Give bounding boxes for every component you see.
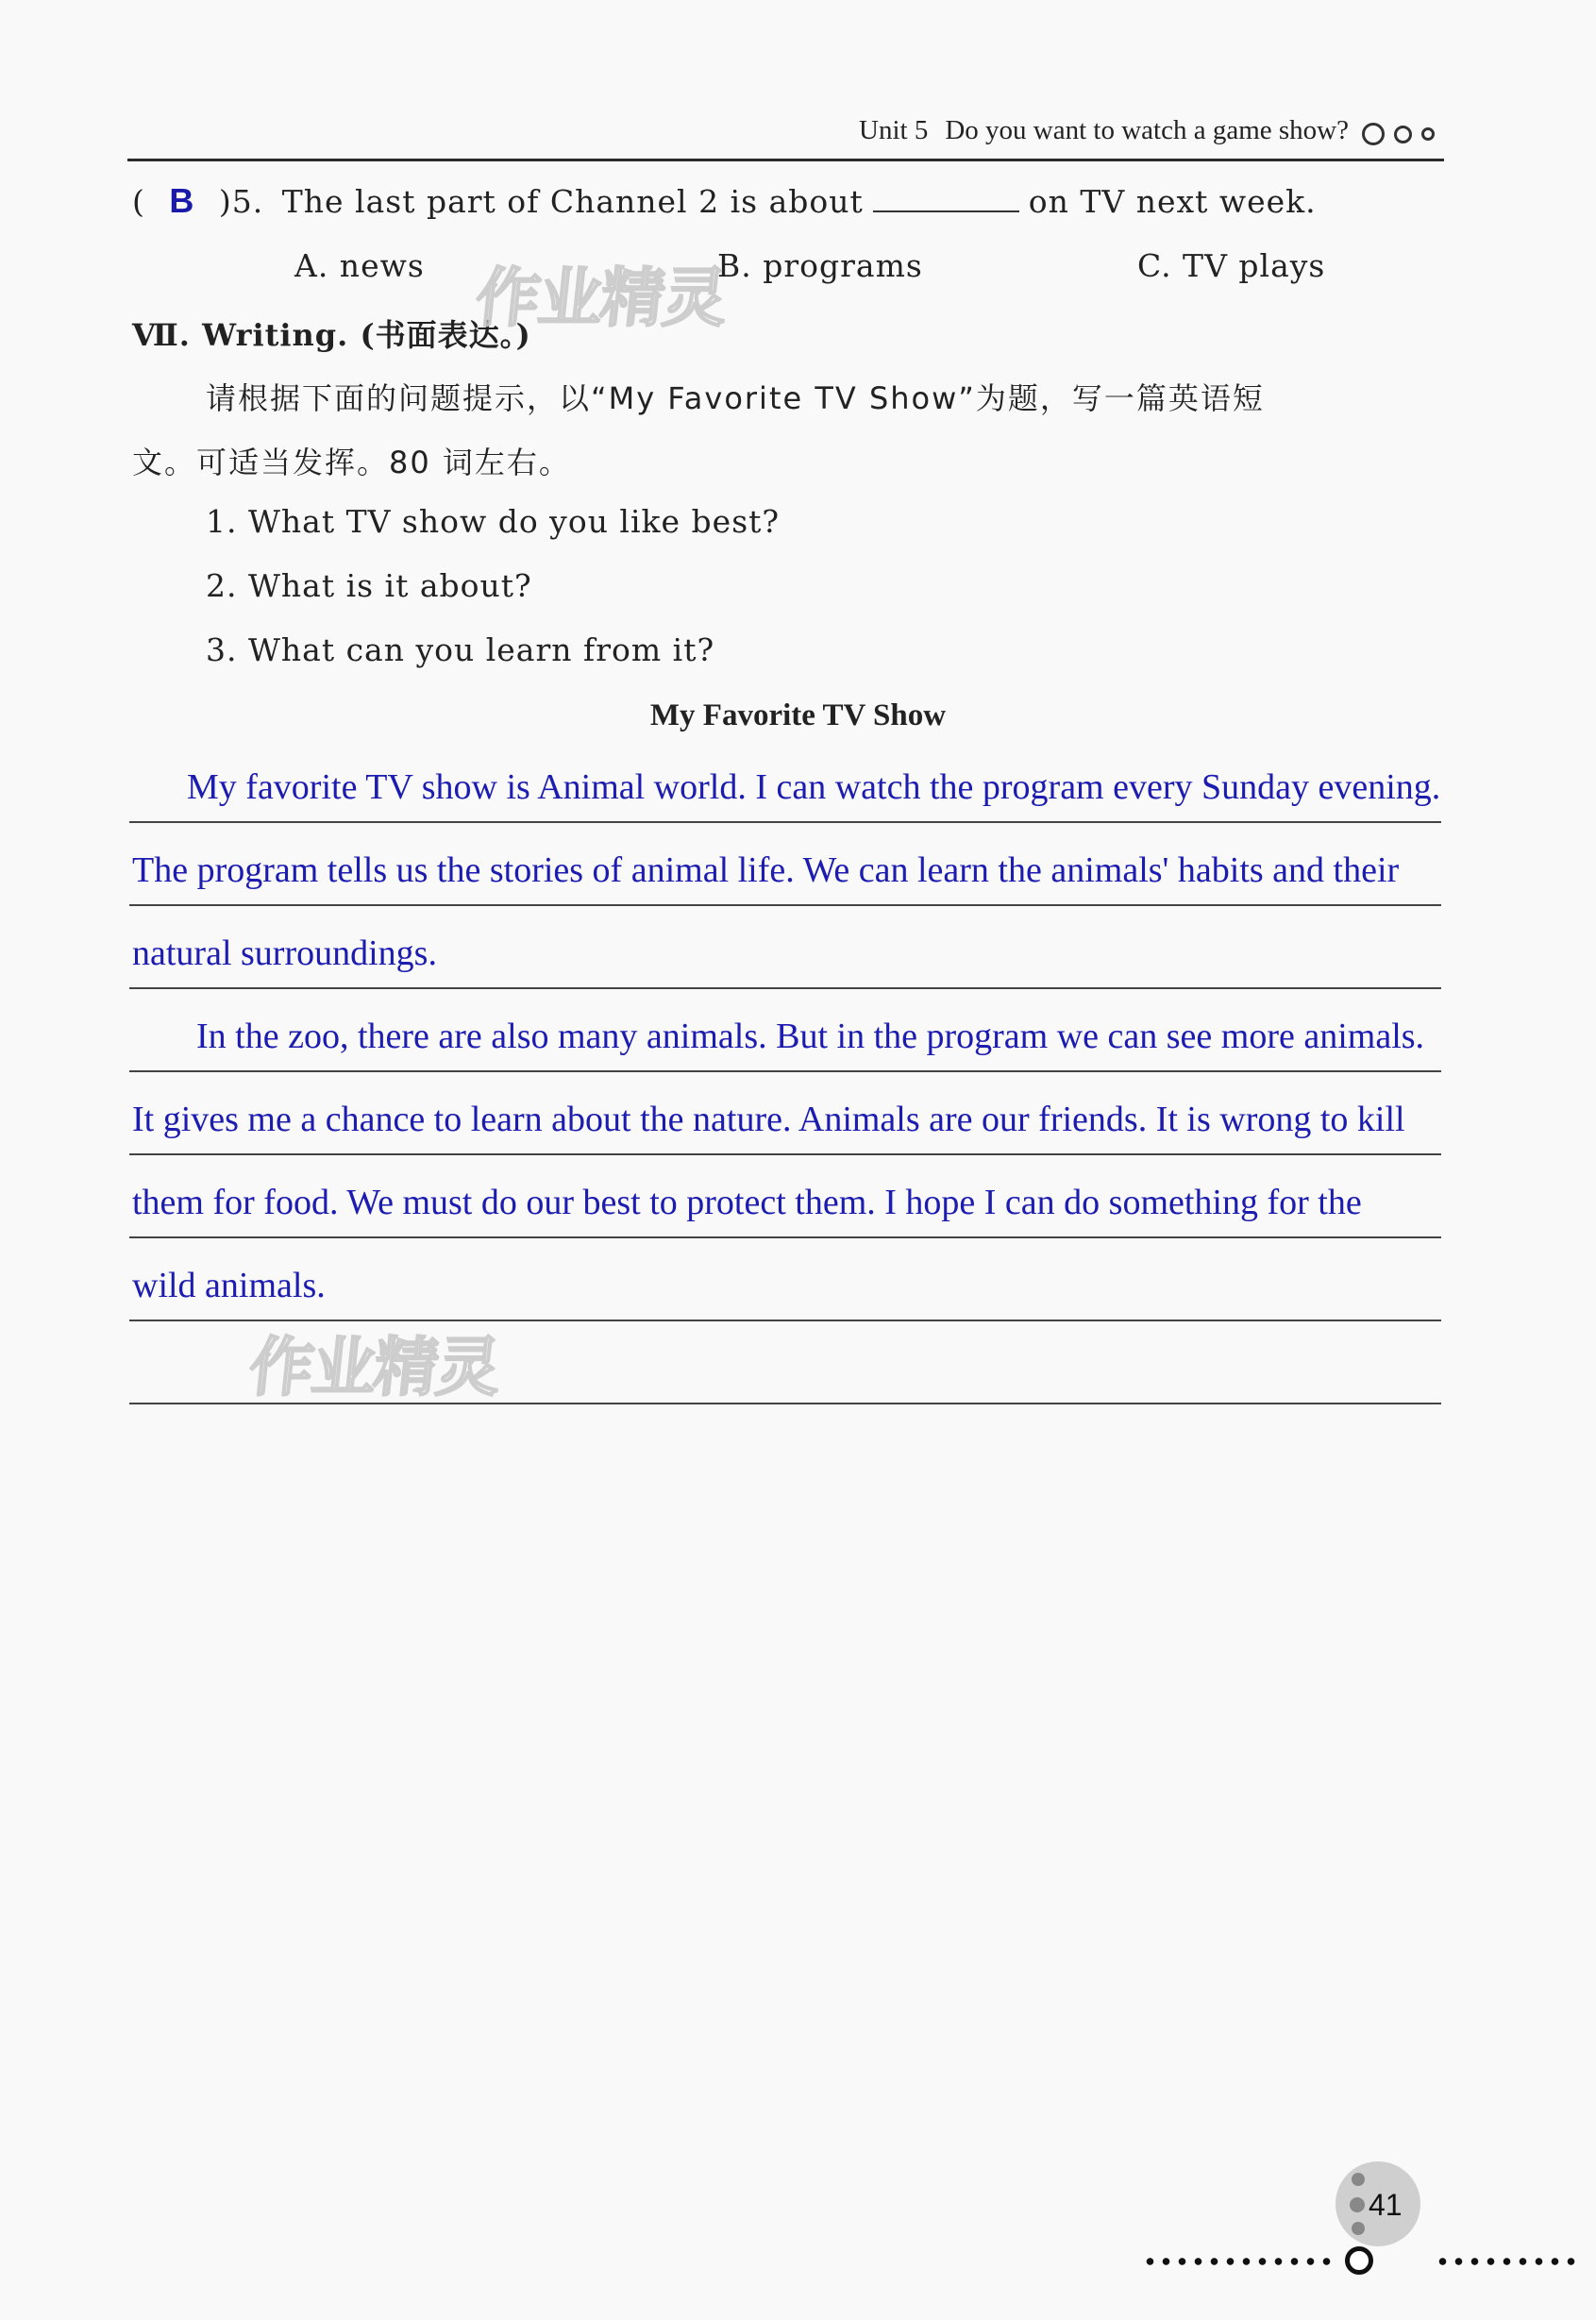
header-circles-icon bbox=[1362, 117, 1444, 148]
prompt-3: 3. What can you learn from it? bbox=[206, 631, 715, 668]
writing-rule bbox=[129, 904, 1441, 906]
writing-rule bbox=[129, 821, 1441, 823]
footer-dots-left bbox=[1142, 2258, 1331, 2265]
header-title: Do you want to watch a game show? bbox=[945, 115, 1349, 145]
writing-rule bbox=[129, 1236, 1441, 1238]
header-text bbox=[859, 115, 1444, 148]
question-5 bbox=[132, 181, 1317, 221]
essay-line-2: The program tells us the stories of animal life. We can learn the animals' habits and their bbox=[132, 850, 1400, 890]
prompt-1: 1. What TV show do you like best? bbox=[206, 503, 781, 540]
essay-title: My Favorite TV Show bbox=[649, 698, 947, 732]
page-number: 41 bbox=[1369, 2188, 1403, 2222]
option-c: C. TV plays bbox=[1137, 247, 1326, 284]
running-header bbox=[127, 104, 1444, 161]
badge-bead-icon bbox=[1350, 2197, 1365, 2212]
instruction-line-2: 文。可适当发挥。80 词左右。 bbox=[132, 445, 571, 480]
option-b: B. programs bbox=[717, 247, 923, 284]
essay-line-3: natural surroundings. bbox=[132, 933, 437, 973]
essay-line-5: It gives me a chance to learn about the nature. Animals are our friends. It is wrong to kill bbox=[132, 1100, 1405, 1139]
watermark-logo: 作业精灵 bbox=[472, 261, 730, 336]
writing-rule bbox=[129, 1153, 1441, 1155]
footer-dots-right bbox=[1435, 2258, 1576, 2265]
writing-rule bbox=[129, 987, 1441, 989]
essay-line-7: wild animals. bbox=[132, 1266, 326, 1305]
answer-blank bbox=[873, 210, 1019, 212]
answer-paren-open: ( bbox=[132, 183, 145, 220]
instruction-line-1: 请根据下面的问题提示，以“My Favorite TV Show”为题，写一篇英语短 bbox=[206, 380, 1265, 416]
prompt-2: 2. What is it about? bbox=[206, 567, 532, 604]
badge-bead-icon bbox=[1352, 2173, 1365, 2186]
answer-letter: B bbox=[169, 181, 195, 220]
essay-line-4: In the zoo, there are also many animals. But in the program we can see more animals. bbox=[196, 1017, 1425, 1056]
section-title: Ⅶ. Writing. (书面表达。) bbox=[132, 317, 531, 353]
watermark-logo: 作业精灵 bbox=[245, 1331, 503, 1405]
badge-bead-icon bbox=[1352, 2222, 1365, 2235]
option-a: A. news bbox=[294, 247, 425, 284]
essay-line-6: them for food. We must do our best to protect them. I hope I can do something for the bbox=[132, 1183, 1362, 1222]
essay-line-1: My favorite TV show is Animal world. I can watch the program every Sunday evening. bbox=[187, 767, 1441, 807]
writing-rule bbox=[129, 1070, 1441, 1072]
footer-ring-icon bbox=[1345, 2246, 1373, 2275]
question-number: )5. bbox=[218, 183, 264, 220]
header-unit: Unit 5 bbox=[859, 115, 929, 145]
question-stem-before: The last part of Channel 2 is about bbox=[281, 183, 864, 220]
question-stem-after: on TV next week. bbox=[1028, 183, 1317, 220]
